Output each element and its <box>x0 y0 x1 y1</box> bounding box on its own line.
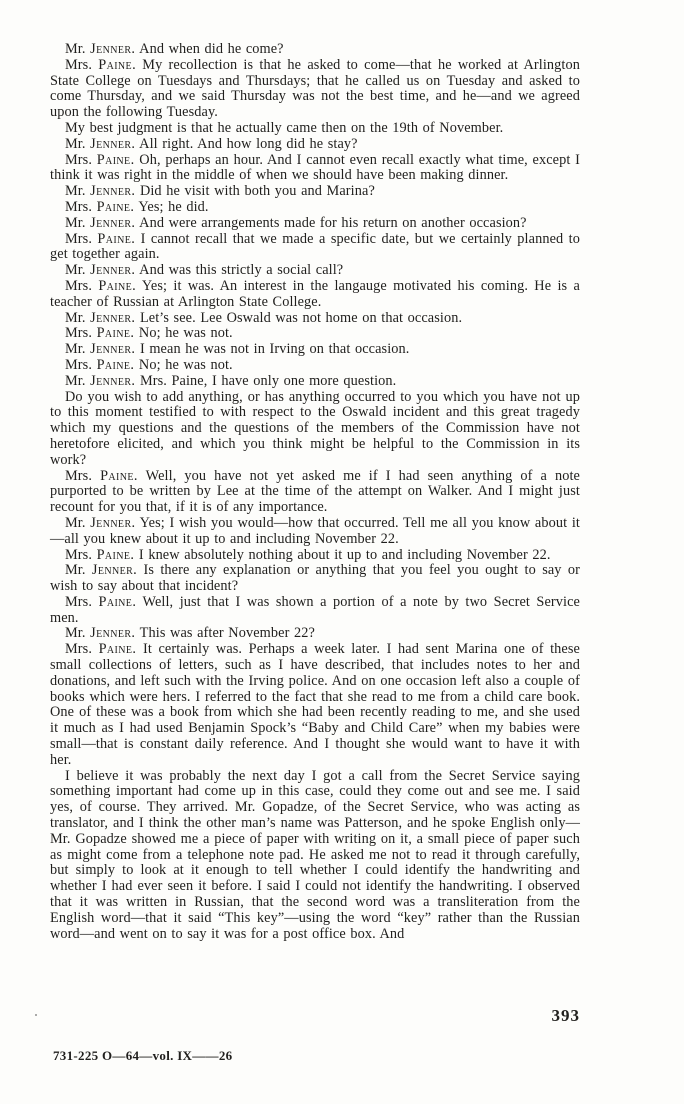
speaker-prefix: Mrs. <box>65 467 93 484</box>
testimony-paragraph <box>50 626 580 642</box>
speaker-name: Paine. <box>98 593 137 610</box>
paragraph-text: Do you wish to add anything, or has anything occurred to you which you have not up to this moment testified to with respect to the Oswald incident and this great tragedy which my questions and the questions of the members of the Commission have not heretofore elicited, and which you think might be helpful to the Commission in its work? <box>50 388 580 468</box>
paragraph-text: I knew absolutely nothing about it up to and including November 22. <box>138 546 551 563</box>
print-code-footer: 731-225 O—64—vol. IX——26 <box>53 1048 233 1063</box>
testimony-paragraph <box>50 216 580 232</box>
speaker-prefix: Mrs. <box>65 277 93 294</box>
testimony-paragraph <box>50 232 580 264</box>
testimony-paragraph <box>50 595 580 627</box>
paragraph-text: My recollection is that he asked to come—that he worked at Arlington State College on Tuesdays and Thursdays; that he called us on Tuesday and asked to come Thursday, and we said Thursday was not the best time, and he—and we agreed upon the following Tuesday. <box>50 56 580 121</box>
speaker-name: Jenner. <box>90 41 136 57</box>
speaker-prefix: Mr. <box>65 562 86 579</box>
speaker-name: Jenner. <box>90 183 136 200</box>
testimony-paragraph <box>50 311 580 327</box>
paragraph-text: It certainly was. Perhaps a week later. I had sent Marina one of these small collections of letters, such as I have described, that includes notes to her and donations, and left such with the Irving police. And on one occasion left also a couple of books which were hers. I referred to the fact that she read to me from a child care book. One of these was a book from which she had been recently reading to me, and she used it much as I had used Benjamin Spock’s “Baby and Child Care” when my babies were small—that is constant daily reference. And I thought she would want to have it with her. <box>50 641 580 768</box>
speaker-prefix: Mrs. <box>65 546 93 563</box>
speaker-prefix: Mr. <box>65 514 86 531</box>
speaker-prefix: Mr. <box>65 183 86 200</box>
speaker-prefix: Mrs. <box>65 230 93 247</box>
speaker-name: Jenner. <box>90 625 136 642</box>
testimony-paragraph <box>50 137 580 153</box>
testimony-paragraph <box>50 121 580 137</box>
speaker-name: Paine. <box>98 641 137 658</box>
speaker-prefix: Mr. <box>65 214 86 231</box>
paragraph-text: Well, you have not yet asked me if I had seen anything of a note purported to be written by Lee at the time of the attempt on Walker. And I might just recount for you that, if it is of any importance. <box>50 467 580 516</box>
speaker-prefix: Mr. <box>65 372 86 389</box>
speaker-prefix: Mrs. <box>65 151 93 168</box>
paragraph-text: Is there any explanation or anything that you feel you ought to say or wish to say about that incident? <box>50 562 580 595</box>
testimony-paragraph <box>50 548 580 564</box>
testimony-paragraph <box>50 342 580 358</box>
testimony-paragraph <box>50 326 580 342</box>
speaker-name: Paine. <box>96 151 135 168</box>
paragraph-text: And when did he come? <box>139 41 284 57</box>
speaker-prefix: Mrs. <box>65 56 93 73</box>
testimony-paragraph <box>50 200 580 216</box>
paragraph-text: My best judgment is that he actually came then on the 19th of November. <box>65 119 504 136</box>
speaker-name: Paine. <box>96 546 135 563</box>
speaker-name: Paine. <box>100 467 138 484</box>
speaker-name: Jenner. <box>91 562 138 579</box>
paragraph-text: I cannot recall that we made a specific date, but we certainly planned to get together again. <box>50 230 580 263</box>
paragraph-text: Yes; I wish you would—how that occurred. Tell me all you know about it—all you knew about it up to and including November 22. <box>50 514 580 547</box>
testimony-paragraph <box>50 769 580 943</box>
paragraph-text: Yes; it was. An interest in the langauge motivated his coming. He is a teacher of Russian at Arlington State College. <box>50 277 580 310</box>
speaker-name: Paine. <box>96 325 135 342</box>
paragraph-text: Mrs. Paine, I have only one more question. <box>139 372 397 389</box>
speaker-prefix: Mrs. <box>65 198 93 215</box>
testimony-paragraph <box>50 279 580 311</box>
speaker-name: Paine. <box>97 230 136 247</box>
testimony-paragraph <box>50 469 580 516</box>
speaker-name: Jenner. <box>90 341 136 358</box>
speaker-prefix: Mr. <box>65 341 86 358</box>
speaker-prefix: Mr. <box>65 41 86 57</box>
speaker-name: Paine. <box>96 356 135 373</box>
speaker-prefix: Mr. <box>65 309 86 326</box>
speaker-name: Jenner. <box>90 135 136 152</box>
speaker-prefix: Mrs. <box>65 641 93 658</box>
testimony-paragraph <box>50 563 580 595</box>
testimony-paragraph <box>50 358 580 374</box>
speaker-name: Paine. <box>98 56 137 73</box>
paragraph-text: Let’s see. Lee Oswald was not home on that occasion. <box>139 309 463 326</box>
testimony-paragraph <box>50 374 580 390</box>
page-number: 393 <box>551 1006 580 1025</box>
paragraph-text: And was this strictly a social call? <box>139 262 344 279</box>
speaker-prefix: Mrs. <box>65 593 93 610</box>
speaker-name: Jenner. <box>90 262 136 279</box>
testimony-paragraph <box>50 263 580 279</box>
paragraph-text: Oh, perhaps an hour. And I cannot even recall exactly what time, except I think it was right in the middle of when we should have been making dinner. <box>50 151 580 184</box>
scan-artifact-dot <box>35 1014 37 1016</box>
speaker-name: Jenner. <box>90 514 136 531</box>
speaker-prefix: Mr. <box>65 135 86 152</box>
speaker-prefix: Mr. <box>65 262 86 279</box>
testimony-paragraph <box>50 390 580 469</box>
paragraph-text: No; he was not. <box>138 356 233 373</box>
testimony-paragraph <box>50 642 580 768</box>
testimony-paragraph <box>50 42 580 58</box>
testimony-paragraph <box>50 58 580 121</box>
paragraph-text: Yes; he did. <box>138 198 209 215</box>
testimony-paragraph <box>50 184 580 200</box>
speaker-prefix: Mrs. <box>65 325 93 342</box>
paragraph-text: Well, just that I was shown a portion of a note by two Secret Service men. <box>50 593 580 626</box>
speaker-name: Paine. <box>96 198 135 215</box>
speaker-prefix: Mrs. <box>65 356 93 373</box>
testimony-paragraph <box>50 516 580 548</box>
speaker-name: Jenner. <box>90 372 136 389</box>
paragraph-text: I believe it was probably the next day I got a call from the Secret Service saying something important had come up in this case, could they come out and see me. I said yes, of course. They arrived. Mr. Gopadze, of the Secret Service, who was acting as translator, and I think the other man’s name was Patterson, and he spoke English only—Mr. Gopadze showed me a piece of paper with writing on it, a small piece of paper such as might come from a telephone note pad. He asked me not to read it through carefully, but simply to look at it enough to tell whether I could identify the handwriting and whether I had ever seen it before. I said I could not identify the handwriting. I observed that it was written in Russian, that the second word was a transliteration from the English word—that it said “This key”—using the word “key” rather than the Russian word—and went on to say it was for a post office box. And <box>50 767 580 942</box>
speaker-name: Jenner. <box>90 309 136 326</box>
paragraph-text: No; he was not. <box>138 325 233 342</box>
paragraph-text: All right. And how long did he stay? <box>139 135 358 152</box>
paragraph-text: I mean he was not in Irving on that occasion. <box>139 341 410 358</box>
testimony-paragraph <box>50 153 580 185</box>
speaker-prefix: Mr. <box>65 625 86 642</box>
speaker-name: Paine. <box>98 277 137 294</box>
testimony-text-block <box>50 42 580 942</box>
paragraph-text: And were arrangements made for his return on another occasion? <box>139 214 527 231</box>
paragraph-text: Did he visit with both you and Marina? <box>139 183 375 200</box>
paragraph-text: This was after November 22? <box>139 625 315 642</box>
speaker-name: Jenner. <box>90 214 136 231</box>
